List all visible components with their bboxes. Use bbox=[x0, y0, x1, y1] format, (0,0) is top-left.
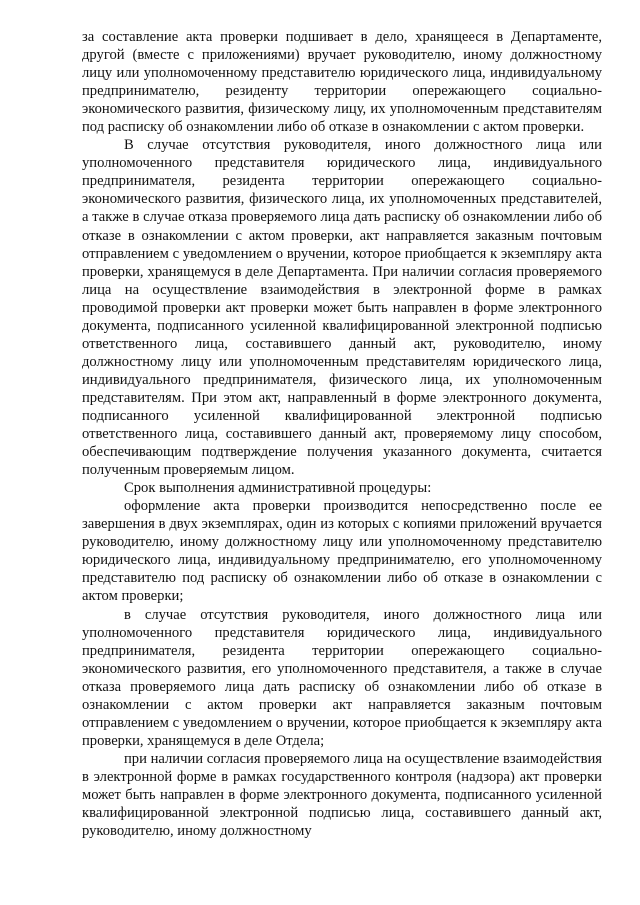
paragraph-continuation: за составление акта проверки подшивает в дело, хранящееся в Департаменте, другой (вместе с приложениями) вручает руководителю, иному должностному лицу или уполномоченному представителю юридического лица, индивидуальному предпринимателю, резиденту территории опережающего социально-экономического развития, физическому лицу, их уполномоченным представителям под расписку об ознакомлении либо об отказе в ознакомлении с актом проверки. bbox=[82, 29, 602, 136]
paragraph-absence-of-manager: В случае отсутствия руководителя, иного должностного лица или уполномоченного представителя юридического лица, индивидуального предпринимателя, резидента территории опережающего социально-экономического развития, физического лица, их уполномоченных представителей, а также в случае отказа проверяемого лица дать расписку об ознакомлении либо об отказе в ознакомлении с актом проверки, акт направляется заказным почтовым отправлением с уведомлением о вручении, которое приобщается к экземпляру акта проверки, хранящемуся в деле Департамента. При наличии согласия проверяемого лица на осуществление взаимодействия в электронной форме в рамках проводимой проверки акт проверки может быть направлен в форме электронного документа, подписанного усиленной квалифицированной электронной подписью ответственного лица, составившего данный акт, руководителю, иному должностному лицу или уполномоченным представителям юридического лица, индивидуального предпринимателя, физического лица, их уполномоченным представителям. При этом акт, направленный в форме электронного документа, подписанного усиленной квалифицированной электронной подписью ответственного лица, составившего данный акт, проверяемому лицу способом, обеспечивающим подтверждение получения указанного документа, считается полученным проверяемым лицом. bbox=[82, 137, 602, 479]
paragraph-act-execution: оформление акта проверки производится непосредственно после ее завершения в двух экземплярах, один из которых с копиями приложений вручается руководителю, иному должностному лицу или уполномоченному представителю юридического лица, индивидуальному предпринимателю, его уполномоченному представителю под расписку об ознакомлении либо об отказе в ознакомлении с актом проверки; bbox=[82, 498, 602, 605]
paragraph-absence-case: в случае отсутствия руководителя, иного должностного лица или уполномоченного представителя юридического лица, индивидуального предпринимателя, резидента территории опережающего социально-экономического развития, его уполномоченного представителя, а также в случае отказа проверяемого лица дать расписку об ознакомлении либо об отказе в ознакомлении с актом проверки акт направляется заказным почтовым отправлением с уведомлением о вручении, которое приобщается к экземпляру акта проверки, хранящемуся в деле Отдела; bbox=[82, 606, 602, 749]
paragraph-electronic-form: при наличии согласия проверяемого лица на осуществление взаимодействия в электронной форме в рамках государственного контроля (надзора) акт проверки может быть направлен в форме электронного документа, подписанного усиленной квалифицированной электронной подписью лица, составившего данный акт, руководителю, иному должностному bbox=[82, 750, 602, 840]
paragraph-deadline-heading: Срок выполнения административной процедуры: bbox=[124, 480, 432, 497]
document-page bbox=[82, 28, 602, 840]
